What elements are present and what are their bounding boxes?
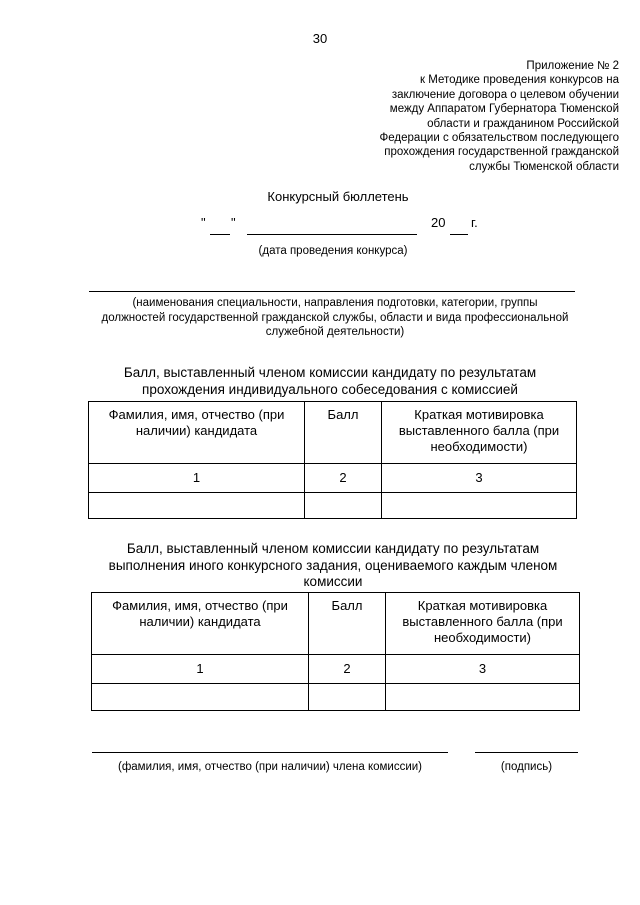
- caption-line: должностей государственной гражданской службы, области и вида профессиональной: [101, 311, 569, 324]
- table-header-row: [92, 593, 580, 655]
- column-number: 3: [382, 464, 577, 493]
- column-header-motivation: Краткая мотивировка выставленного балла (при необходимости): [386, 593, 580, 655]
- column-number: 1: [92, 655, 309, 684]
- document-title: Конкурсный бюллетень: [267, 189, 409, 204]
- table-number-row: [92, 655, 580, 684]
- year-prefix: 20: [431, 215, 446, 230]
- appendix-line: Федерации с обязательством последующего: [379, 132, 619, 145]
- member-name-caption: (фамилия, имя, отчество (при наличии) члена комиссии): [117, 761, 423, 773]
- quote-open: ": [201, 215, 206, 230]
- column-number: 2: [309, 655, 386, 684]
- table-number-row: [89, 464, 577, 493]
- appendix-line: к Методике проведения конкурсов на: [420, 74, 619, 87]
- column-number: 1: [89, 464, 305, 493]
- signature-field[interactable]: [475, 752, 578, 753]
- year-suffix: г.: [471, 215, 478, 230]
- heading-line: Балл, выставленный членом комиссии кандидату по результатам: [126, 541, 540, 556]
- section2-heading: [60, 541, 606, 591]
- caption-line: (наименования специальности, направления подготовки, категории, группы: [132, 297, 538, 309]
- section1-table: [88, 401, 577, 519]
- appendix-line: между Аппаратом Губернатора Тюменской: [389, 103, 619, 116]
- score-cell[interactable]: [305, 493, 382, 519]
- column-header-score: Балл: [305, 402, 382, 464]
- candidate-name-cell[interactable]: [89, 493, 305, 519]
- column-header-name: Фамилия, имя, отчество (при наличии) кандидата: [92, 593, 309, 655]
- appendix-block: [329, 59, 619, 174]
- caption-line: служебной деятельности): [265, 326, 405, 339]
- appendix-line: прохождения государственной гражданской: [384, 146, 619, 159]
- table-header-row: [89, 402, 577, 464]
- appendix-line: области и гражданином Российской: [427, 117, 619, 130]
- page-number: 30: [312, 31, 328, 46]
- section1-heading: [60, 365, 600, 398]
- quote-close: ": [231, 215, 236, 230]
- column-header-name: Фамилия, имя, отчество (при наличии) кандидата: [89, 402, 305, 464]
- appendix-line: службы Тюменской области: [469, 160, 619, 173]
- heading-line: комиссии: [303, 574, 363, 589]
- candidate-name-cell[interactable]: [92, 684, 309, 711]
- signature-caption: (подпись): [500, 761, 553, 773]
- table-row: [89, 493, 577, 519]
- appendix-line: Приложение № 2: [526, 60, 619, 72]
- score-cell[interactable]: [309, 684, 386, 711]
- date-caption: (дата проведения конкурса): [258, 245, 408, 257]
- appendix-line: заключение договора о целевом обучении: [391, 88, 619, 101]
- motivation-cell[interactable]: [382, 493, 577, 519]
- heading-line: выполнения иного конкурсного задания, оцениваемого каждым членом: [108, 557, 558, 573]
- table-row: [92, 684, 580, 711]
- section2-table: [91, 592, 580, 711]
- specialty-caption: [70, 296, 600, 340]
- member-name-field[interactable]: [92, 752, 448, 753]
- column-number: 3: [386, 655, 580, 684]
- column-number: 2: [305, 464, 382, 493]
- heading-line: Балл, выставленный членом комиссии кандидату по результатам: [123, 365, 537, 380]
- year-field[interactable]: [450, 220, 468, 235]
- column-header-motivation: Краткая мотивировка выставленного балла (при необходимости): [382, 402, 577, 464]
- day-field[interactable]: [210, 220, 230, 235]
- specialty-field[interactable]: [89, 291, 575, 292]
- month-field[interactable]: [247, 220, 417, 235]
- motivation-cell[interactable]: [386, 684, 580, 711]
- heading-line: прохождения индивидуального собеседования с комиссией: [142, 381, 518, 397]
- column-header-score: Балл: [309, 593, 386, 655]
